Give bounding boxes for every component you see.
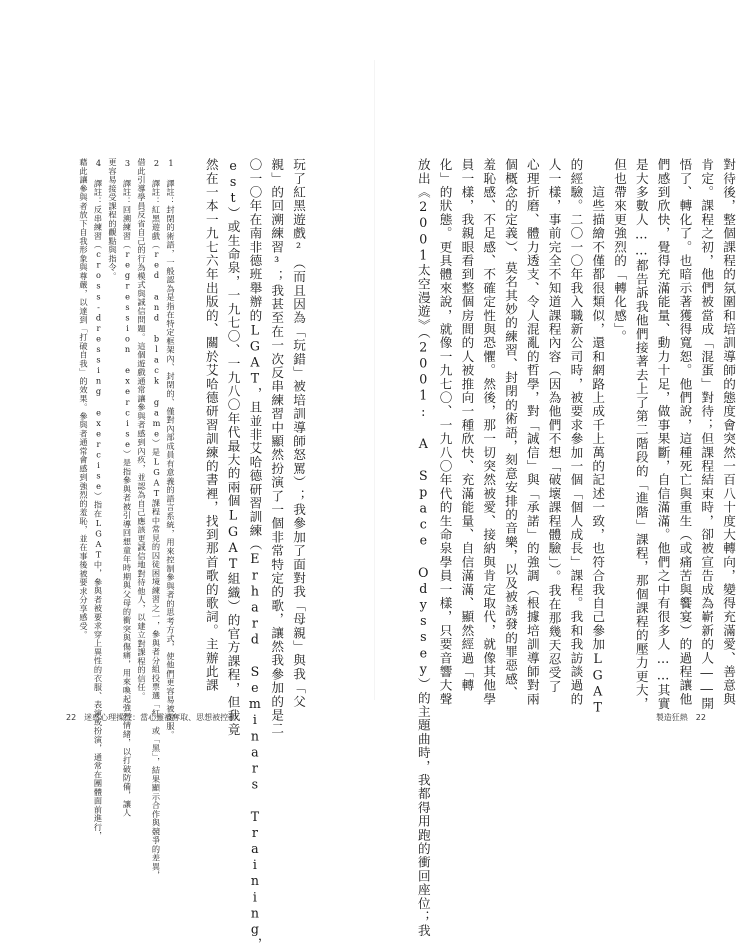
body-text-line: 親」的回溯練習³；我甚至在一次反串練習中顯然扮演了一個非常特定的歌，讓然我參加的是二 bbox=[269, 158, 285, 736]
body-text-line: 玩了紅黑遊戲²（而且因為「玩錯」被培訓導師怒罵）；我參加了面對我「母親」與我「父 bbox=[291, 158, 306, 709]
body-text-line: 的經驗。二〇一〇年我入職新公司時，被要求參加一個「個人成長」課程。我和我訪談過的 bbox=[568, 158, 584, 706]
footnote-line: 4 譯註：反串練習（cross-dressing exercise）指在LGAT中，參與者被要求穿上異性的衣服、表演或扮演，通常在團體面前進行， bbox=[93, 158, 104, 841]
body-text-line: 人一樣，事前完全不知道課程內容（因為他們不想「破壞課程體驗」）。我在那幾天忍受了 bbox=[546, 158, 562, 694]
footnote-line: 藉此讓參與者放下自我形象與尊嚴，以達到「打破自我」的效果。參與者通常會感到強烈的羞恥，並在事後被要求分享感受。 bbox=[79, 158, 89, 640]
body-text-line: 是大多數人……都告訴我他們接著去上了第二階段的「進階」課程，那個課程的壓力更大， bbox=[633, 158, 649, 711]
body-text-line: 化」的狀態。更具體來說，就像一九七〇、一九八〇年代的生命泉學員一樣，只要音響大聲 bbox=[437, 158, 453, 706]
footnote-line: 更容易接受課程的觀點與指令。 bbox=[108, 158, 118, 281]
body-text-line: 但也帶來更強烈的「轉化感」。 bbox=[612, 158, 627, 344]
body-text-line: 員一樣，我親眼看到整個房間的人被推向一種欣快、充滿能量、自信滿滿、顯然經過「轉 bbox=[459, 158, 475, 693]
footnote-line: 借此引導學員反省自己的行為模式與誠信問題。這個遊戲通常讓參與者感到內疚，並認為自己應該更誠信地對待他人，以建立對課程的信任。 bbox=[137, 158, 147, 701]
body-text-line: 肯定。課程之初，他們被當成「混蛋」對待；但課程結束時，卻被宣告成為嶄新的人――開 bbox=[699, 158, 715, 711]
body-text-line: 悟了、轉化了。也暗示著獲得寬恕。他們說，這種死亡與重生（或痛苦與饗宴）的過程讓他 bbox=[677, 158, 693, 706]
body-text-line: 羞恥感、不足感、不確定性與恐懼。然後，那一切突然被愛、接納與肯定取代，就像其他學 bbox=[481, 158, 497, 706]
body-text-line: 對待後，整個課程的氛圍和培訓導師的態度會突然一百八十度大轉向，變得充滿愛、善意與 bbox=[721, 158, 736, 706]
footnote-line: 3 譯註：回溯練習（regression exercise）是指參與者被引導回想童年時期與父母的衝突與傷痛，用來喚起強烈情緒，以打破防備，讓人 bbox=[122, 158, 133, 818]
body-text-line: 這些描繪不僅都很類似，還和網路上成千上萬的記述一致，也符合我自己參加LGAT bbox=[590, 158, 606, 716]
right-page bbox=[375, 0, 750, 938]
body-text-line: est）或生命泉，一九七〇、一九八〇年代最大的兩個LGAT組織）的官方課程，但我竟 bbox=[225, 158, 241, 737]
footnote-line: 2 譯註：紅黑遊戲（red and black game）是LGAT課程中常見的囚徒困境練習之一，參與者分組投票選「紅」或「黑」，結果顯示合作與競爭的差異， bbox=[151, 158, 162, 880]
body-text-line: 〇一〇年在南非德班舉辦的LGAT，且並非艾哈德研習訓練（Erhard Seminars Training， bbox=[247, 158, 263, 951]
body-text-line: 放出《2001太空漫遊》（2001: A Space Odyssey）的主題曲時，我都得用跑的衝回座位；我 bbox=[415, 158, 431, 938]
right-page-footer: 製造狂熱 22 bbox=[655, 713, 706, 722]
left-page-footer: 22 迷惑心理操控：當心靈被奪取、思想被控制 bbox=[66, 713, 237, 722]
body-text-line: 然在一本一九七六年出版的、關於艾哈德研習訓練的書裡，找到那首歌的歌詞。主辦此課 bbox=[203, 158, 219, 693]
body-text-line: 心理折磨、體力透支、令人混亂的哲學，對「誠信」與「承諾」的強調（根據培訓導師對兩 bbox=[524, 158, 540, 706]
footnote-line: 1 譯註：封閉的術語，一般認為是指在特定框架內、封閉的、僅對內部成員有意義的語言系統，用來控制參與者的思考方式，使他們更容易被說服。 bbox=[166, 158, 176, 740]
body-text-line: 個概念的定義）、莫名其妙的練習、封閉的術語，刻意安排的音樂，以及被誘發的罪惡感、 bbox=[503, 158, 518, 700]
body-text-line: 們感到欣快，覺得充滿能量、動力十足，做事果斷，自信滿滿。他們之中有很多人……其實 bbox=[655, 158, 671, 711]
